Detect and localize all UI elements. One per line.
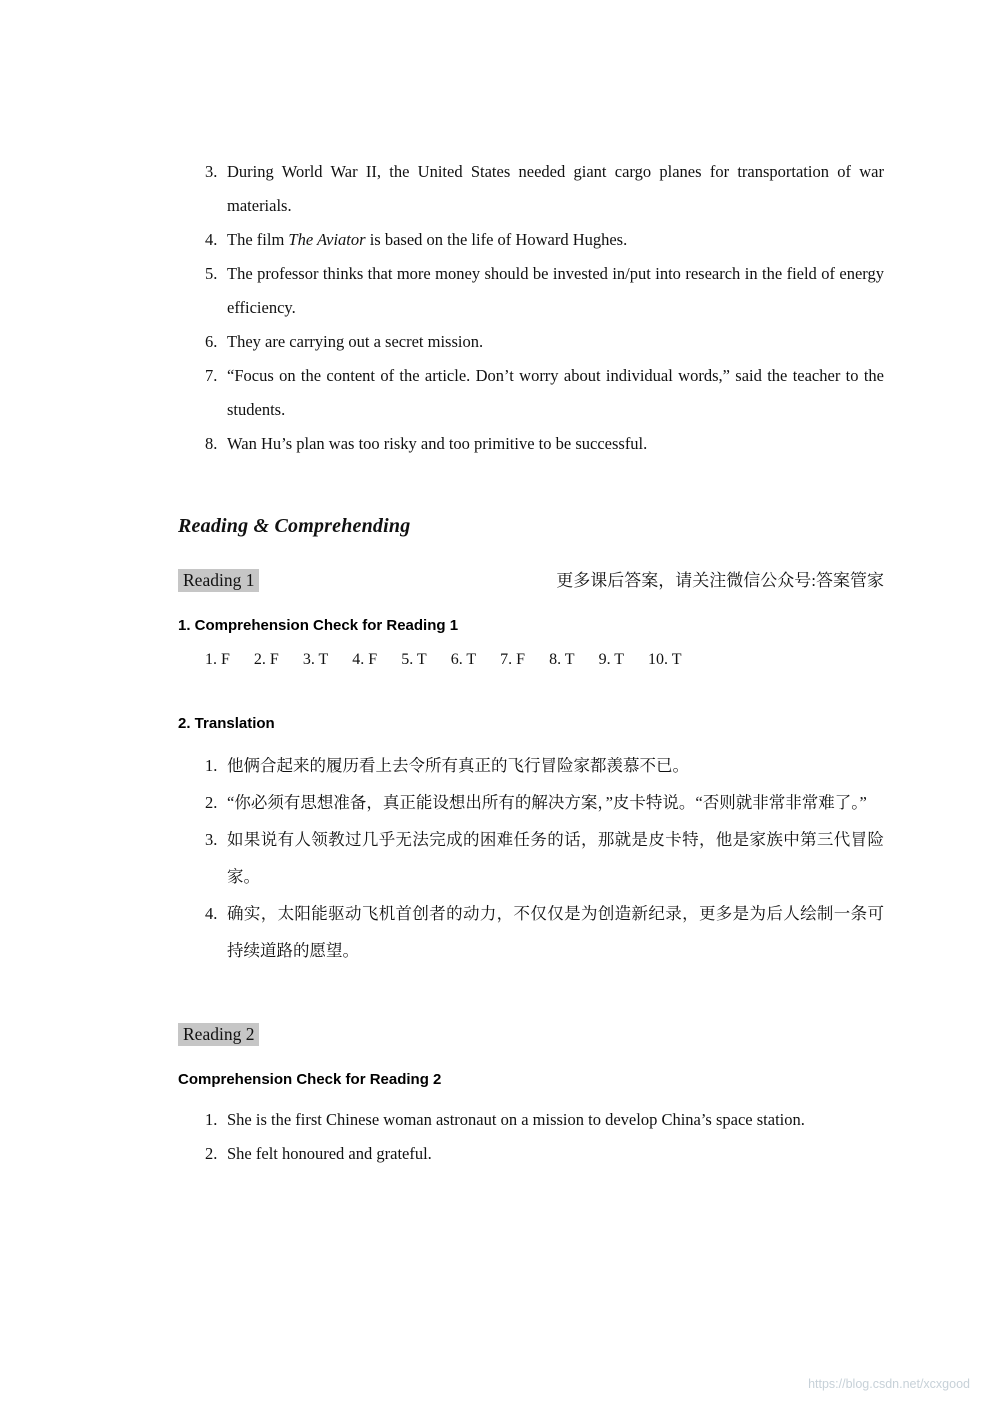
- answer-item: 8. T: [549, 651, 575, 668]
- answer-item: 7. F: [500, 651, 526, 668]
- answer-item: 9. T: [598, 651, 625, 668]
- item-number: 2.: [205, 1144, 218, 1163]
- item-number: 6.: [205, 332, 218, 351]
- answer-item: 3. T: [302, 651, 329, 668]
- item-text-italic: The Aviator: [288, 230, 366, 249]
- wechat-promo-text: 更多课后答案，请关注微信公众号:答案管家: [556, 571, 884, 590]
- item-number: 8.: [205, 434, 218, 453]
- item-text: She felt honoured and grateful.: [227, 1144, 432, 1163]
- answer-item: 2. F: [253, 651, 279, 668]
- item-number: 2.: [205, 793, 218, 812]
- item-text: [227, 230, 627, 249]
- item-text: [227, 434, 647, 453]
- reading2-answers-list: [205, 1103, 884, 1171]
- item-text: She is the first Chinese woman astronaut on a mission to develop China’s space station.: [227, 1110, 805, 1129]
- item-text: [227, 162, 884, 215]
- reading1-header-row: [178, 566, 884, 592]
- item-text-pre: Wan Hu’s plan was too risky and too primitive to be successful.: [227, 434, 648, 453]
- item-text: [227, 366, 884, 419]
- item-number: 1.: [205, 1110, 218, 1129]
- reading2-label: Reading 2: [178, 1023, 259, 1046]
- list-item: [205, 325, 884, 359]
- reading2-header-row: [178, 1023, 884, 1046]
- reading2-check-heading: Comprehension Check for Reading 2: [178, 1071, 442, 1088]
- item-text: 他俩合起来的履历看上去令所有真正的飞行冒险家都羡慕不已。: [227, 756, 689, 775]
- item-number: 4.: [205, 904, 218, 923]
- item-number: 7.: [205, 366, 218, 385]
- translation-list: [205, 747, 884, 969]
- list-item: [205, 427, 884, 461]
- answer-item: 1. F: [205, 651, 230, 668]
- item-text-post: is based on the life of Howard Hughes.: [365, 230, 628, 249]
- translation-item: [205, 895, 884, 969]
- item-number: 3.: [205, 830, 218, 849]
- item-text: [227, 264, 884, 317]
- list-item: [205, 155, 884, 223]
- translation-item: [205, 747, 884, 784]
- answer-item: 4. F: [352, 651, 378, 668]
- item-text: 如果说有人领教过几乎无法完成的困难任务的话，那就是皮卡特，他是家族中第三代冒险家。: [227, 830, 884, 886]
- reading1-label: Reading 1: [178, 569, 259, 592]
- item-text-pre: They are carrying out a secret mission.: [227, 332, 484, 351]
- translation-item: [205, 784, 884, 821]
- item-text: “你必须有思想准备，真正能设想出所有的解决方案，”皮卡特说。“否则就非常非常难了。”: [227, 793, 867, 812]
- useful-expressions-list: [205, 155, 884, 461]
- reading1-check-heading: 1. Comprehension Check for Reading 1: [178, 617, 459, 634]
- item-number: 5.: [205, 264, 218, 283]
- list-item: [205, 359, 884, 427]
- answer-item: 6. T: [450, 651, 477, 668]
- csdn-watermark: https://blog.csdn.net/xcxgood: [808, 1377, 970, 1391]
- list-item: [205, 257, 884, 325]
- section-heading: Reading & Comprehending: [178, 515, 411, 537]
- item-text: 确实，太阳能驱动飞机首创者的动力，不仅仅是为创造新纪录，更多是为后人绘制一条可持续道路的愿望。: [227, 904, 884, 960]
- list-item: [205, 1103, 884, 1137]
- reading1-answers: [205, 651, 884, 669]
- list-item: [205, 223, 884, 257]
- item-number: 3.: [205, 162, 218, 181]
- item-text-pre: “Focus on the content of the article. Don’t worry about individual words,” said the teacher to the students.: [227, 366, 884, 419]
- item-text-pre: During World War II, the United States needed giant cargo planes for transportation of war materials.: [227, 162, 884, 215]
- item-text: [227, 332, 483, 351]
- translation-item: [205, 821, 884, 895]
- item-text-pre: The film: [227, 230, 289, 249]
- translation-heading: 2. Translation: [178, 715, 275, 732]
- item-text-pre: The professor thinks that more money should be invested in/put into research in the field of energy efficiency.: [227, 264, 884, 317]
- answer-item: 10. T: [648, 651, 682, 668]
- item-number: 1.: [205, 756, 218, 775]
- answer-item: 5. T: [401, 651, 427, 668]
- item-number: 4.: [205, 230, 218, 249]
- list-item: [205, 1137, 884, 1171]
